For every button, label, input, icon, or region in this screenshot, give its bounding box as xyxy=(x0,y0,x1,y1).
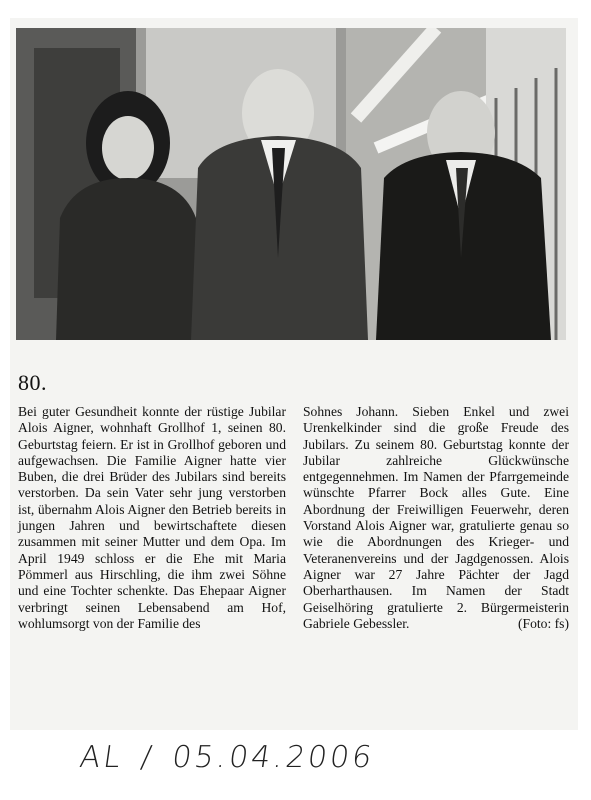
handwritten-initials: AL xyxy=(77,740,126,775)
article-headline: 80. xyxy=(18,370,47,395)
article-column-left xyxy=(18,404,286,632)
article-text-left: Bei guter Gesundheit konnte der rüstige Jubilar Alois Aigner, wohnhaft Grollhof 1, seinen 80. Geburtstag feiern. Er ist in Grollhof geboren und aufgewachsen. Die Familie Aigner hatte vier Buben, die drei Brüder des Jubilars sind bereits verstorben. Da sein Vater sehr jung verstorben ist, übernahm Alois Aigner den Betrieb bereits in jungen Jahren und bewirtschaftete diesen zusammen mit seiner Mutter und dem Opa. Im April 1949 schloss er die Ehe mit Maria Pömmerl aus Hirschling, die ihm zwei Söhne und eine Tochter schenkte. Das Ehepaar Aigner verbringt seinen Lebensabend am Hof, wohlumsorgt von der Familie des xyxy=(18,404,286,631)
handwritten-annotation xyxy=(78,740,395,775)
article-text-right xyxy=(303,404,569,632)
handwritten-separator: / xyxy=(138,740,157,775)
article-text-right-body: Sohnes Johann. Sieben Enkel und zwei Urenkelkinder sind die große Freude des Jubilars. Zu seinem 80. Geburtstag konnte der Jubilar zahlreiche Glückwünsche entgegennehmen. Im Namen der Pfarrgemeinde wünschte Pfarrer Bock alles Gute. Eine Abordnung der Freiwilligen Feuerwehr, deren Vorstand Alois Aigner war, gratulierte genau so wie die Abordnungen des Krieger- und Veteranenvereins und der Jagdgenossen. Alois Aigner war 27 Jahre Pächter der Jagd Oberharthausen. Im Namen der Stadt Geiselhöring gratulierte 2. Bürgermeisterin Gabriele Gebessler. xyxy=(303,404,569,631)
article-column-right xyxy=(303,404,569,632)
article-photo xyxy=(16,28,566,340)
handwritten-date: 05.04.2006 xyxy=(169,740,377,775)
photo-credit: (Foto: fs) xyxy=(518,615,569,631)
